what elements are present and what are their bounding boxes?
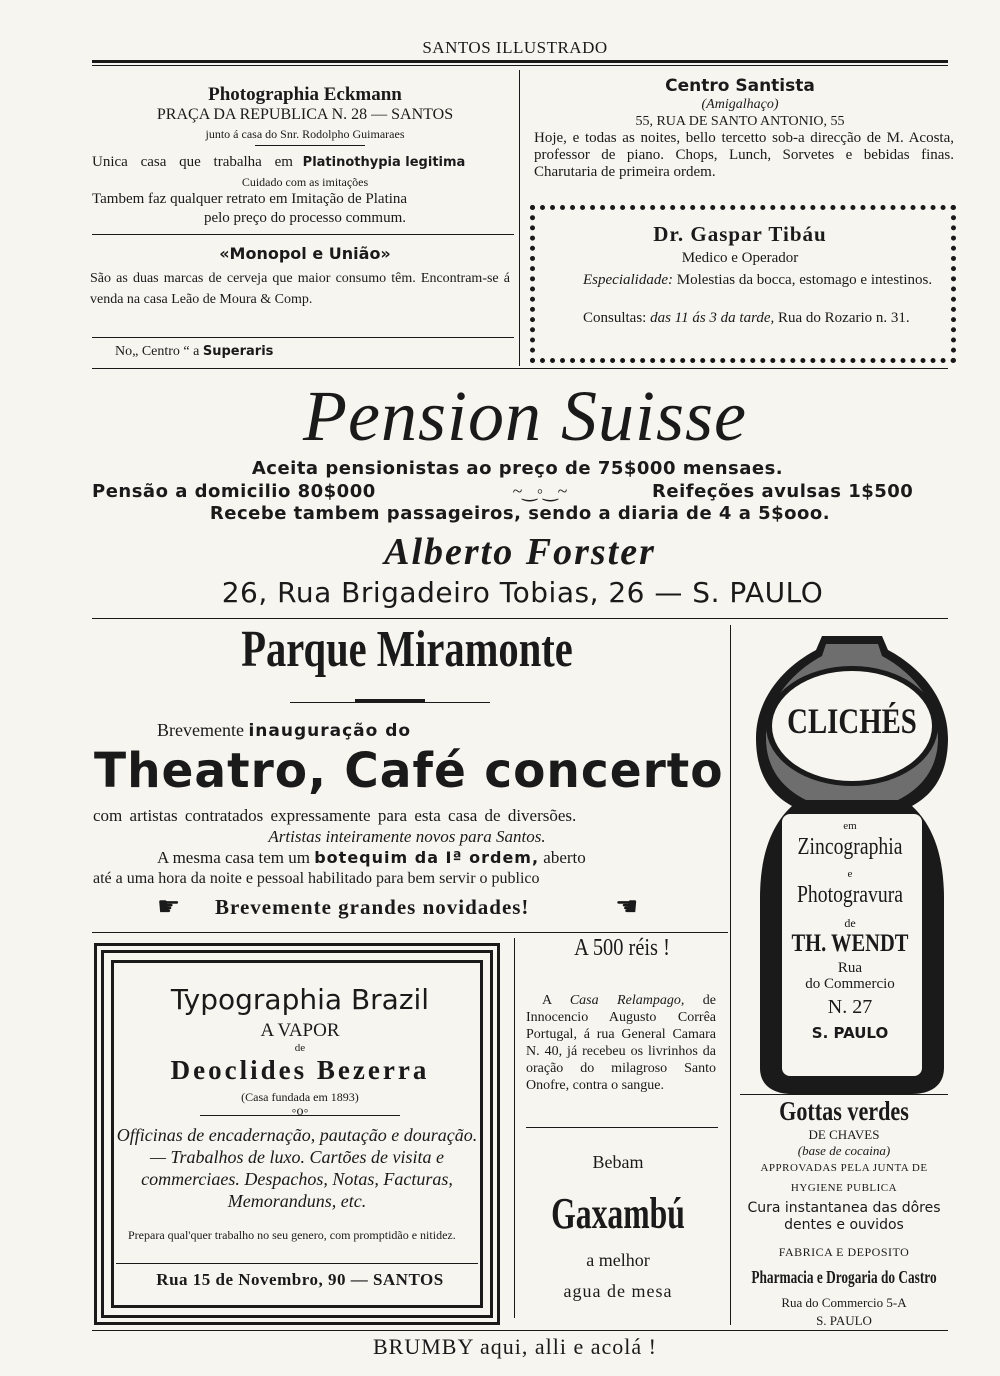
parque-soon-bold: inauguração do [248,721,412,741]
gaspar-role: Medico e Operador [681,250,799,266]
gaspar-name: Dr. Gaspar Tibáu [653,222,827,246]
parque-title: Parque Miramonte [241,621,573,678]
gottas-fabrica: FABRICA E DEPOSITO [778,1245,910,1259]
monopol-title: «Monopol e União» [219,244,391,263]
monopol-text: São as duas marcas de cerveja que maior consumo têm. Encontram-se á venda na casa Leão de Moura & Comp. [90,271,510,307]
parque-line3 [157,848,727,868]
cliches-e: e [847,868,853,880]
centro-sub: (Amigalhaço) [701,97,779,112]
pension-line3: Recebe tambem passageiros, sendo a diaria de 4 a 5$ooo. [209,503,831,524]
eckmann-address: PRAÇA DA REPUBLICA N. 28 — SANTOS [156,106,454,123]
cliches-de: de [844,916,856,930]
column-divider-lower [730,625,731,1325]
parque-ornament-rule [290,702,490,703]
parque-headline: Theatro, Café concerto [94,743,724,799]
footer-text: BRUMBY aqui, alli e acolá ! [372,1334,658,1359]
parque-line2: Artistas inteiramente novos para Santos. [268,827,546,846]
cliches-photo: Photogravura [796,882,904,908]
gaspar-spec-label: Especialidade: [583,272,673,288]
parque-line3-post: aberto [543,848,586,867]
eckmann-line1-text: Unica casa que trabalha em [92,154,293,170]
gottas-pharm: Pharmacia e Drogaria do Castro [751,1267,937,1287]
typo-bottom-rule [116,1263,478,1264]
gaxambu-bebam: Bebam [592,1152,644,1172]
gaxambu-agua: agua de mesa [563,1281,673,1301]
parque-line3-bold: botequim da Iª ordem, [314,848,540,867]
running-head: SANTOS ILLUSTRADO [422,38,608,57]
eckmann-name: Photographia Eckmann [208,84,402,105]
typo-vapor: A VAPOR [260,1020,340,1041]
relampago-text [526,992,716,1094]
monopol-footer [115,344,273,360]
gaxambu-name: Gaxambú [551,1189,685,1238]
eckmann-line2: Tambem faz qualquer retrato em Imitação de Platina [92,191,408,207]
gaspar-spec [547,271,942,290]
centro-address: 55, RUA DE SANTO ANTONIO, 55 [635,114,845,129]
column-divider-middle [514,938,515,1318]
pension-line2-left: Pensão a domicilio 80$000 [92,481,376,502]
cliches-em: em [843,820,857,832]
relampago-text-body: de Innocencio Augusto Corrêa Portugal, á rua General Camara N. 40, já recebeu os livrinhos da oração do milagroso Santo Onofre, contra o sangue. [526,993,717,1093]
parque-line3-text: A mesma casa tem um [157,848,310,867]
cliches-wendt: TH. WENDT [791,930,909,957]
cliches-commercio: do Commercio [805,976,895,992]
gottas-chaves: DE CHAVES [808,1127,880,1142]
gottas-base: (base de cocaina) [797,1143,891,1158]
gaspar-cons-addr: Rua do Rozario n. 31. [778,310,910,326]
gaspar-spec-text: Molestias da bocca, estomago e intestinos. [676,272,933,288]
gottas-top-rule [740,1094,948,1095]
cliches-city: S. PAULO [811,1024,889,1042]
section-rule-3 [92,932,728,933]
eckmann-near: junto á casa do Snr. Rodolpho Guimaraes [205,127,405,141]
gaspar-cons-label: Consultas: [583,310,647,326]
gottas-hyg: HYGIENE PUBLICA [790,1182,898,1194]
header-rule-thin [92,65,948,66]
typo-text: Officinas de encadernação, pautação e douração. — Trabalhos de luxo. Cartões de visita e commerciaes. Despachos, Notas, Facturas, Memoranduns, etc. [116,1125,478,1211]
pension-line2-right: Reifeções avulsas 1$500 [652,481,914,502]
relampago-rule [526,1127,718,1128]
parque-line5: Brevemente grandes novidades! [215,895,530,919]
eckmann-line3: pelo preço do processo commum. [203,210,407,226]
gottas-cura: Cura instantanea das dôres dentes e ouvidos [747,1200,941,1233]
relampago-text-italic: Casa Relampago, [569,993,685,1008]
gaspar-cons-hours: das 11 ás 3 da tarde, [650,310,775,326]
gottas-addr: Rua do Commercio 5-A [781,1295,907,1310]
pension-address: 26, Rua Brigadeiro Tobias, 26 — S. PAULO [221,576,824,609]
pension-title: Pension Suisse [303,376,747,456]
centro-text: Hoje, e todas as noites, bello tercetto sob-a direcção de M. Acosta, professor de piano. Chops, Lunch, Sorvetes e bebidas finas. Charutaria de primeira ordem. [534,130,954,180]
typo-de: de [294,1042,306,1054]
typo-address: Rua 15 de Novembro, 90 — SANTOS [156,1270,444,1289]
eckmann-line1 [92,154,514,171]
flourish-ornament: ~‿◦‿~ [512,481,568,501]
eckmann-line1-bold: Platinothypia legitima [302,155,466,170]
pointing-hand-right-icon: ☛ [615,892,639,921]
eckmann-rule [92,234,514,235]
typo-owner: Deoclides Bezerra [170,1055,430,1085]
gottas-approv: APPROVADAS PELA JUNTA DE [760,1162,928,1174]
monopol-rule [92,337,514,338]
centro-name: Centro Santista [665,76,815,96]
gottas-title: Gottas verdes [779,1096,909,1126]
gaxambu-melhor: a melhor [586,1250,650,1270]
relampago-title: A 500 réis ! [574,935,670,961]
monopol-footer-text: No„ Centro “ a [115,344,200,359]
cliches-rua: Rua [837,960,863,976]
gaspar-consult [547,309,942,327]
typo-founded: (Casa fundada em 1893) [241,1090,359,1104]
pension-owner: Alberto Forster [384,531,656,573]
cliches-zinco: Zincographia [797,834,903,860]
eckmann-warning: Cuidado com as imitações [241,175,369,189]
footer-rule [92,1330,948,1331]
parque-line4: até a uma hora da noite e pessoal habilitado para bem servir o publico [93,870,540,887]
monopol-footer-bold: Superaris [202,344,274,359]
pension-line1: Aceita pensionistas ao preço de 75$000 mensaes. [251,458,784,479]
relampago-text-pre: A [542,993,552,1008]
section-rule-1 [92,368,948,369]
typo-title: Typographia Brazil [170,983,430,1016]
eckmann-short-rule [255,145,365,146]
parque-soon-text: Brevemente [157,720,244,740]
cliches-num: N. 27 [827,996,873,1018]
column-divider-top [519,70,520,366]
header-rule [92,60,948,63]
parque-line1: com artistas contratados expressamente para esta casa de diversões. [93,806,577,825]
section-rule-2 [92,618,948,619]
typo-note: Prepara qual'quer trabalho no seu genero, com promptidão e nitidez. [128,1228,456,1242]
parque-soon [157,720,411,741]
cliches-title: CLICHÉS [787,701,917,741]
gottas-city: S. PAULO [816,1313,872,1328]
pointing-hand-left-icon: ☛ [157,892,181,921]
typo-ornament: ◦o◦ [291,1104,309,1119]
parque-ornament-bar [355,699,425,702]
